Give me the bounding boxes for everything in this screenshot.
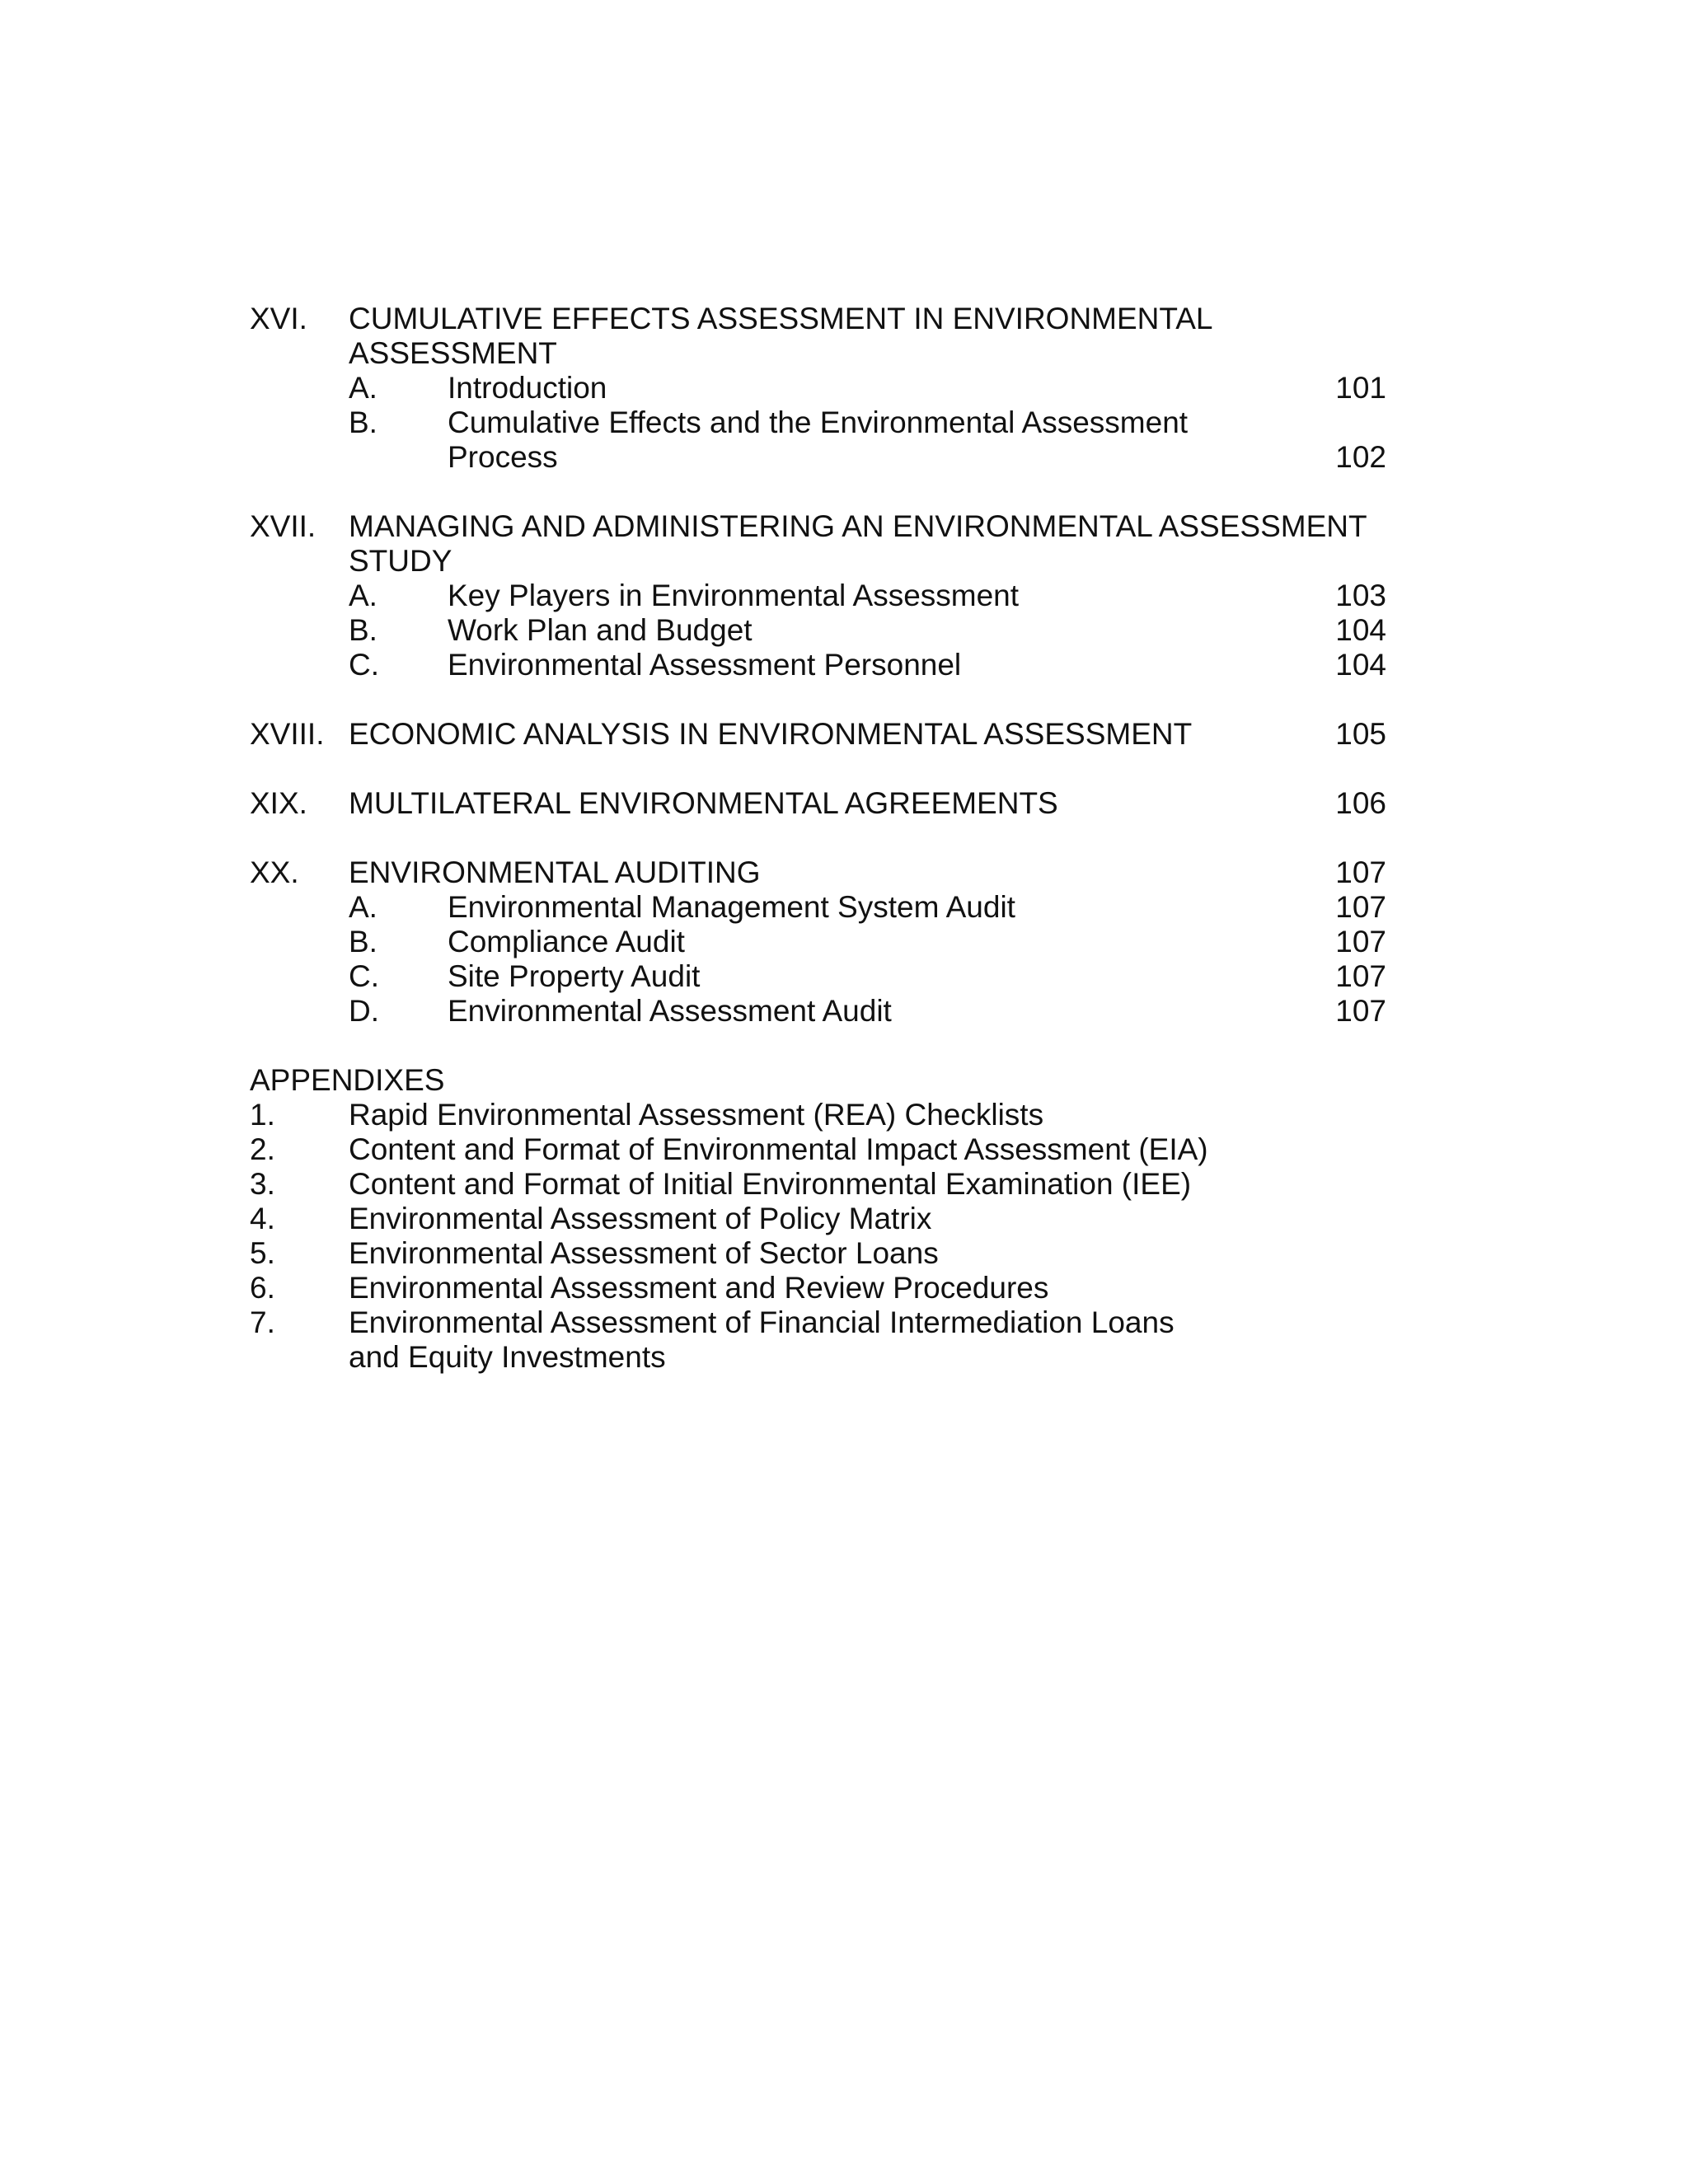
appendix-title: and Equity Investments [349,1340,666,1374]
page-number: 101 [1335,371,1386,405]
appendix-number: 6. [250,1271,275,1305]
section-numeral: XVII. [250,509,316,543]
page-number: 102 [1335,440,1386,474]
appendix-number: 4. [250,1202,275,1235]
page-number: 107 [1335,890,1386,924]
section-numeral: XVI. [250,302,307,335]
entry-title: Work Plan and Budget [448,613,753,647]
page-number: 107 [1335,855,1386,889]
appendix-title: Rapid Environmental Assessment (REA) Checklists [349,1098,1044,1132]
appendix-title: Content and Format of Environmental Impact Assessment (EIA) [349,1132,1208,1166]
section-title: STUDY [349,544,452,578]
appendix-number: 1. [250,1098,275,1132]
entry-title: Introduction [448,371,607,405]
section-title: ASSESSMENT [349,336,557,370]
page-number: 107 [1335,959,1386,993]
section-title: CUMULATIVE EFFECTS ASSESSMENT IN ENVIRONMENTAL [349,302,1213,335]
entry-title: Compliance Audit [448,925,685,958]
page-number: 104 [1335,613,1386,647]
entry-letter: D. [349,994,379,1028]
appendix-title: Environmental Assessment of Financial Intermediation Loans [349,1305,1175,1339]
appendix-title: Environmental Assessment of Sector Loans [349,1236,939,1270]
page-number: 104 [1335,648,1386,682]
page-number: 107 [1335,925,1386,958]
entry-letter: B. [349,613,377,647]
appendix-number: 5. [250,1236,275,1270]
appendix-number: 7. [250,1305,275,1339]
section-numeral: XIX. [250,786,307,820]
entry-letter: A. [349,890,377,924]
section-title: MULTILATERAL ENVIRONMENTAL AGREEMENTS [349,786,1058,820]
entry-letter: C. [349,959,379,993]
entry-title: Key Players in Environmental Assessment [448,579,1020,612]
appendix-title: Environmental Assessment and Review Procedures [349,1271,1049,1305]
entry-letter: B. [349,405,377,439]
section-title: ECONOMIC ANALYSIS IN ENVIRONMENTAL ASSESSMENT [349,717,1193,751]
entry-title: Process [448,440,558,474]
entry-letter: C. [349,648,379,682]
section-numeral: XX. [250,855,299,889]
page-number: 107 [1335,994,1386,1028]
entry-letter: B. [349,925,377,958]
entry-letter: A. [349,371,377,405]
page-number: 106 [1335,786,1386,820]
appendix-title: Content and Format of Initial Environmental Examination (IEE) [349,1167,1192,1201]
section-title: ENVIRONMENTAL AUDITING [349,855,761,889]
entry-title: Environmental Assessment Audit [448,994,892,1028]
entry-title: Site Property Audit [448,959,701,993]
appendix-number: 3. [250,1167,275,1201]
entry-title: Environmental Assessment Personnel [448,648,962,682]
appendixes-heading: APPENDIXES [250,1063,445,1097]
section-title: MANAGING AND ADMINISTERING AN ENVIRONMENTAL ASSESSMENT [349,509,1367,543]
section-numeral: XVIII. [250,717,325,751]
page-number: 103 [1335,579,1386,612]
page-number: 105 [1335,717,1386,751]
entry-title: Environmental Management System Audit [448,890,1015,924]
entry-title: Cumulative Effects and the Environmental Assessment [448,405,1189,439]
entry-letter: A. [349,579,377,612]
appendix-number: 2. [250,1132,275,1166]
appendix-title: Environmental Assessment of Policy Matrix [349,1202,932,1235]
